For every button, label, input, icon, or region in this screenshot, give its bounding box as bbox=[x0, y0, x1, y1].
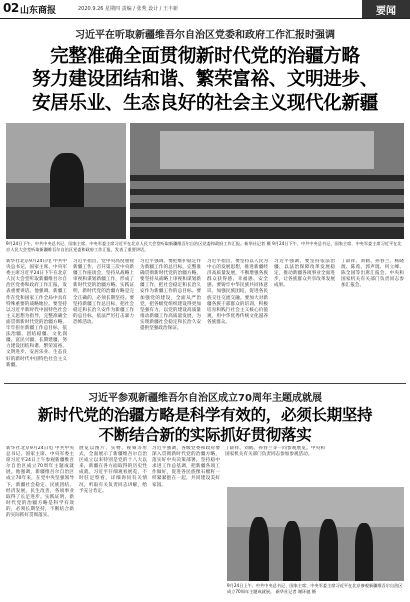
section-divider bbox=[4, 383, 406, 384]
story1-column: 习近平指出，党中央高度重视新疆工作，召开第三次中央新疆工作座谈会，坚持从战略上审视和谋划新疆工作，形成了新时代党的治疆方略。实践证明，新时代党的治疆方略是完全正确的，必须长期坚持。要坚持新疆工作总目标，把社会稳定和长治久安作为新疆工作的总目标，依法严厉打击暴力恐怖活动。 bbox=[73, 259, 134, 325]
story1-caption-right: 9月24日下午，中共中央总书记、国家主席、中央军委主席习近平在北京人民大会堂听取新疆维吾尔自治区党委和政府工作汇报，发表了重要讲话。 bbox=[6, 241, 402, 252]
story1-photo-left bbox=[6, 123, 126, 239]
story1-caption bbox=[6, 241, 404, 252]
story2-column: 新华社北京9月24日电 中共中央总书记、国家主席、中央军委主席习近平24日上午参观新疆维吾尔自治区成立70周年主题成就展。他强调，新疆维吾尔自治区成立70年来，在党中央坚强领导下，新疆社会稳定、民族团结、经济发展、民生改善，各项事业取得了长足进步。实践证明，新时代党的治疆方略是科学有效的，必须长期坚持，不断结合新的实际抓好贯彻落实。 bbox=[6, 446, 74, 519]
story1-kicker: 习近平在听取新疆维吾尔自治区党委和政府工作汇报时强调 bbox=[75, 30, 335, 41]
story1-column: 新华社北京9月24日电 中共中央总书记、国家主席、中央军委主席习近平24日下午在北京人民大会堂听取新疆维吾尔自治区党委和政府工作汇报，发表重要讲话。他强调，新疆工作在党和国家工作全局中具有特殊重要的战略地位。要坚持以习近平新时代中国特色社会主义思想为指导，完整准确全面贯彻新时代党的治疆方略，牢牢扭住新疆工作总目标，依法治疆、团结稳疆、文化润疆、富民兴疆、长期建疆，努力建设团结和谐、繁荣富裕、文明进步、安居乐业、生态良好的新时代中国特色社会主义新疆。 bbox=[6, 259, 67, 368]
story2-headline-line2: 不断结合新的实际抓好贯彻落实 bbox=[98, 426, 312, 444]
story2-column: 丁薛祥、刘鹤、孙春兰等一同参观展览。中央和国家机关有关部门负责同志参加参观活动。 bbox=[225, 446, 325, 458]
story1-column: 习近平强调，要把维护稳定作为新疆工作的总目标，完整准确贯彻新时代党的治疆方略。要坚持从战略上审视和谋划新疆工作，把社会稳定和长治久安作为新疆工作的总目标。要加强党的建设，全面从严治党，把各级党组织建设得更加坚强有力，以党的建设高质量推动新疆工作高质量发展，为实现新疆社会稳定和长治久安提供坚强政治保证。 bbox=[140, 259, 201, 332]
story1-headline-line3: 安居乐业、生态良好的社会主义现代化新疆 bbox=[32, 93, 378, 114]
story1-column: 习近平强调，要坚持依法治疆，以法治保障改革发展稳定，推动新疆各项事业全面进步，让各族群众共享改革发展成果。 bbox=[274, 259, 335, 289]
story2-photo bbox=[227, 487, 404, 581]
story2-column: 习近平强调，各级党委和政府要深入贯彻新时代党的治疆方略，落实好中央决策部署，坚持稳中求进工作总基调，把新疆各项工作做好，促进各民族像石榴籽一样紧紧抱在一起，共同建设美好家园。 bbox=[152, 446, 220, 488]
story2-caption bbox=[227, 583, 404, 600]
story2-photo-credit: 新华社记者 谢环驰 摄 bbox=[275, 588, 316, 594]
story1-headline-line2: 努力建设团结和谐、繁荣富裕、文明进步、 bbox=[32, 69, 378, 90]
story2-column: 展览以图片、实物、视频等形式，全面展示了新疆维吾尔自治区成立以来特别是党的十八大以来，新疆在各方面取得的历史性成就。习近平仔细观看展览，不时驻足察看，详细询问有关情况，听取有关负责同志讲解，给予充分肯定。 bbox=[79, 446, 147, 494]
story1-headline-line1: 完整准确全面贯彻新时代党的治疆方略 bbox=[50, 46, 360, 67]
page-number: 02 bbox=[3, 1, 19, 15]
story2-headline-line1: 新时代党的治疆方略是科学有效的，必须长期坚持 bbox=[37, 406, 373, 424]
story2-kicker: 习近平参观新疆维吾尔自治区成立70周年主题成就展 bbox=[88, 393, 322, 404]
story1-caption-left: 9月24日下午，中共中央总书记、国家主席、中央军委主席习近平在北京人民大会堂听取新疆维吾尔自治区党委和政府工作汇报。新华社记者 摄 bbox=[6, 241, 271, 246]
section-tag: 要闻 bbox=[362, 0, 410, 18]
story2-caption-text: 9月24日上午，中共中央总书记、国家主席、中央军委主席习近平在北京参观新疆维吾尔自治区成立70周年主题成就展。 bbox=[227, 583, 403, 594]
story1-column: 习近平指出，要坚持以人民为中心的发展思想，推进新疆经济高质量发展，不断增强各族群众获得感、幸福感、安全感。要铸牢中华民族共同体意识，加强民族团结，促进各民族交往交流交融。要加大对新疆各族干部群众的培训，积极培育和践行社会主义核心价值观，用中华优秀传统文化滋养各族群众。 bbox=[207, 259, 268, 325]
issue-meta: 2020.9.26 星期四 责编 / 张秀 设计 / 王丰新 bbox=[78, 6, 178, 12]
story1-column: 丁薛祥、刘鹤、孙春兰、杨晓渡、陈希、郭声琨、何立峰、陈全国等出席汇报会。中央和国家机关有关部门负责同志参加汇报会。 bbox=[341, 259, 404, 289]
masthead bbox=[0, 0, 410, 19]
newspaper-name: 山东商报 bbox=[20, 6, 57, 16]
story1-photo-right bbox=[130, 123, 404, 239]
